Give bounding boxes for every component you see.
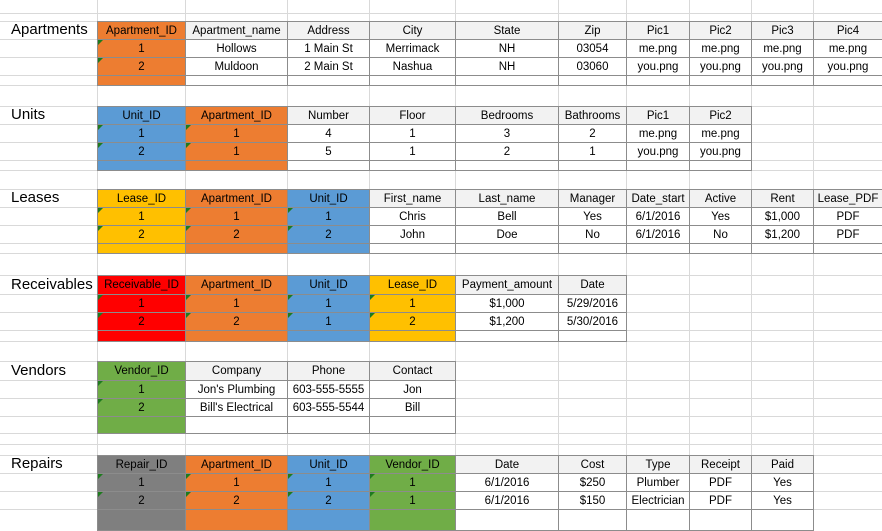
apartments-header-apartment-id[interactable]: Apartment_ID — [97, 21, 186, 40]
leases-cell[interactable]: 1 — [97, 207, 186, 226]
leases-cell[interactable]: Chris — [369, 207, 456, 226]
leases-cell[interactable]: John — [369, 225, 456, 244]
repairs-cell[interactable]: $150 — [558, 491, 627, 510]
leases-cell[interactable]: No — [558, 225, 627, 244]
receivables-header-unit-id[interactable]: Unit_ID — [287, 275, 370, 295]
units-cell[interactable]: you.png — [689, 142, 752, 161]
repairs-cell[interactable]: 1 — [185, 473, 288, 492]
apartments-blank-cell[interactable] — [97, 75, 186, 86]
units-blank-cell[interactable] — [287, 160, 370, 171]
apartments-cell[interactable]: you.png — [626, 57, 690, 76]
units-header-bathrooms[interactable]: Bathrooms — [558, 106, 627, 125]
receivables-cell[interactable]: $1,000 — [455, 294, 559, 313]
units-cell[interactable]: 1 — [97, 124, 186, 143]
leases-header-active[interactable]: Active — [689, 189, 752, 208]
receivables-header-payment-amount[interactable]: Payment_amount — [455, 275, 559, 295]
leases-cell[interactable]: $1,200 — [751, 225, 814, 244]
apartments-header-address[interactable]: Address — [287, 21, 370, 40]
repairs-cell[interactable]: Plumber — [626, 473, 690, 492]
units-blank-cell[interactable] — [455, 160, 559, 171]
units-blank-cell[interactable] — [626, 160, 690, 171]
vendors-header-vendor-id[interactable]: Vendor_ID — [97, 361, 186, 381]
apartments-blank-cell[interactable] — [185, 75, 288, 86]
leases-cell[interactable]: 6/1/2016 — [626, 225, 690, 244]
units-cell[interactable]: 1 — [185, 142, 288, 161]
repairs-header-date[interactable]: Date — [455, 455, 559, 474]
leases-cell[interactable]: 1 — [185, 207, 288, 226]
repairs-cell[interactable]: $250 — [558, 473, 627, 492]
vendors-cell[interactable]: 2 — [97, 398, 186, 417]
leases-cell[interactable]: 2 — [185, 225, 288, 244]
units-header-floor[interactable]: Floor — [369, 106, 456, 125]
apartments-cell[interactable]: Hollows — [185, 39, 288, 58]
repairs-cell[interactable]: 1 — [369, 491, 456, 510]
apartments-header-state[interactable]: State — [455, 21, 559, 40]
units-cell[interactable]: me.png — [689, 124, 752, 143]
leases-blank-cell[interactable] — [185, 243, 288, 254]
repairs-blank-cell[interactable] — [287, 509, 370, 531]
leases-blank-cell[interactable] — [97, 243, 186, 254]
leases-header-apartment-id[interactable]: Apartment_ID — [185, 189, 288, 208]
receivables-blank-cell[interactable] — [97, 330, 186, 342]
apartments-cell[interactable]: 03054 — [558, 39, 627, 58]
apartments-blank-cell[interactable] — [626, 75, 690, 86]
leases-cell[interactable]: 6/1/2016 — [626, 207, 690, 226]
apartments-header-apartment-name[interactable]: Apartment_name — [185, 21, 288, 40]
units-cell[interactable]: 2 — [558, 124, 627, 143]
receivables-cell[interactable]: 1 — [287, 294, 370, 313]
repairs-header-cost[interactable]: Cost — [558, 455, 627, 474]
leases-cell[interactable]: Doe — [455, 225, 559, 244]
repairs-header-repair-id[interactable]: Repair_ID — [97, 455, 186, 474]
repairs-blank-cell[interactable] — [455, 509, 559, 531]
section-title-repairs: Repairs — [11, 455, 63, 472]
apartments-cell[interactable]: me.png — [626, 39, 690, 58]
units-blank-cell[interactable] — [558, 160, 627, 171]
units-header-pic2[interactable]: Pic2 — [689, 106, 752, 125]
units-cell[interactable]: 1 — [369, 142, 456, 161]
apartments-header-zip[interactable]: Zip — [558, 21, 627, 40]
receivables-cell[interactable]: 5/29/2016 — [558, 294, 627, 313]
leases-blank-cell[interactable] — [369, 243, 456, 254]
apartments-cell[interactable]: me.png — [751, 39, 814, 58]
units-blank-cell[interactable] — [369, 160, 456, 171]
units-header-number[interactable]: Number — [287, 106, 370, 125]
repairs-header-vendor-id[interactable]: Vendor_ID — [369, 455, 456, 474]
units-blank-cell[interactable] — [689, 160, 752, 171]
repairs-blank-cell[interactable] — [185, 509, 288, 531]
receivables-cell[interactable]: 2 — [369, 312, 456, 331]
repairs-cell[interactable]: PDF — [689, 491, 752, 510]
leases-blank-cell[interactable] — [558, 243, 627, 254]
leases-blank-cell[interactable] — [751, 243, 814, 254]
leases-cell[interactable]: No — [689, 225, 752, 244]
apartments-blank-cell[interactable] — [369, 75, 456, 86]
apartments-cell[interactable]: you.png — [751, 57, 814, 76]
repairs-header-unit-id[interactable]: Unit_ID — [287, 455, 370, 474]
leases-cell[interactable]: 2 — [287, 225, 370, 244]
apartments-cell[interactable]: 1 Main St — [287, 39, 370, 58]
units-cell[interactable]: 1 — [185, 124, 288, 143]
repairs-cell[interactable]: PDF — [689, 473, 752, 492]
repairs-cell[interactable]: 6/1/2016 — [455, 473, 559, 492]
leases-blank-cell[interactable] — [689, 243, 752, 254]
units-cell[interactable]: 5 — [287, 142, 370, 161]
repairs-blank-cell[interactable] — [558, 509, 627, 531]
apartments-blank-cell[interactable] — [689, 75, 752, 86]
receivables-cell[interactable]: 1 — [287, 312, 370, 331]
receivables-header-apartment-id[interactable]: Apartment_ID — [185, 275, 288, 295]
repairs-blank-cell[interactable] — [689, 509, 752, 531]
receivables-header-lease-id[interactable]: Lease_ID — [369, 275, 456, 295]
apartments-header-pic4[interactable]: Pic4 — [813, 21, 882, 40]
vendors-cell[interactable]: 1 — [97, 380, 186, 399]
apartments-header-pic3[interactable]: Pic3 — [751, 21, 814, 40]
units-header-apartment-id[interactable]: Apartment_ID — [185, 106, 288, 125]
apartments-header-pic1[interactable]: Pic1 — [626, 21, 690, 40]
leases-header-lease-id[interactable]: Lease_ID — [97, 189, 186, 208]
vendors-cell[interactable]: Bill — [369, 398, 456, 417]
vendors-cell[interactable]: 603-555-5544 — [287, 398, 370, 417]
apartments-cell[interactable]: 1 — [97, 39, 186, 58]
leases-header-manager[interactable]: Manager — [558, 189, 627, 208]
leases-header-last-name[interactable]: Last_name — [455, 189, 559, 208]
leases-header-first-name[interactable]: First_name — [369, 189, 456, 208]
receivables-blank-cell[interactable] — [287, 330, 370, 342]
repairs-header-apartment-id[interactable]: Apartment_ID — [185, 455, 288, 474]
repairs-cell[interactable]: Yes — [751, 491, 814, 510]
receivables-header-receivable-id[interactable]: Receivable_ID — [97, 275, 186, 295]
apartments-blank-cell[interactable] — [813, 75, 882, 86]
receivables-blank-cell[interactable] — [558, 330, 627, 342]
units-cell[interactable]: me.png — [626, 124, 690, 143]
vendors-header-phone[interactable]: Phone — [287, 361, 370, 381]
vendors-blank-cell[interactable] — [97, 416, 186, 434]
repairs-header-type[interactable]: Type — [626, 455, 690, 474]
receivables-cell[interactable]: 2 — [185, 312, 288, 331]
apartments-cell[interactable]: NH — [455, 57, 559, 76]
vendors-blank-cell[interactable] — [369, 416, 456, 434]
apartments-cell[interactable]: me.png — [689, 39, 752, 58]
leases-blank-cell[interactable] — [626, 243, 690, 254]
receivables-blank-cell[interactable] — [185, 330, 288, 342]
repairs-cell[interactable]: 1 — [97, 473, 186, 492]
repairs-cell[interactable]: Electrician — [626, 491, 690, 510]
units-cell[interactable]: 1 — [558, 142, 627, 161]
apartments-cell[interactable]: NH — [455, 39, 559, 58]
apartments-cell[interactable]: Muldoon — [185, 57, 288, 76]
units-header-bedrooms[interactable]: Bedrooms — [455, 106, 559, 125]
repairs-cell[interactable]: 2 — [185, 491, 288, 510]
units-cell[interactable]: 2 — [97, 142, 186, 161]
apartments-cell[interactable]: Merrimack — [369, 39, 456, 58]
repairs-blank-cell[interactable] — [97, 509, 186, 531]
vendors-header-company[interactable]: Company — [185, 361, 288, 381]
units-blank-cell[interactable] — [185, 160, 288, 171]
repairs-blank-cell[interactable] — [751, 509, 814, 531]
apartments-blank-cell[interactable] — [751, 75, 814, 86]
apartments-header-city[interactable]: City — [369, 21, 456, 40]
units-header-pic1[interactable]: Pic1 — [626, 106, 690, 125]
repairs-header-receipt[interactable]: Receipt — [689, 455, 752, 474]
receivables-header-date[interactable]: Date — [558, 275, 627, 295]
section-title-apartments: Apartments — [11, 21, 88, 38]
leases-cell[interactable]: Yes — [689, 207, 752, 226]
receivables-cell[interactable]: 5/30/2016 — [558, 312, 627, 331]
vendors-cell[interactable]: Bill's Electrical — [185, 398, 288, 417]
vendors-header-contact[interactable]: Contact — [369, 361, 456, 381]
vendors-cell[interactable]: 603-555-5555 — [287, 380, 370, 399]
leases-cell[interactable]: Yes — [558, 207, 627, 226]
section-title-units: Units — [11, 106, 46, 123]
vendors-blank-cell[interactable] — [185, 416, 288, 434]
section-title-receivables: Receivables — [11, 275, 93, 293]
repairs-cell[interactable]: 6/1/2016 — [455, 491, 559, 510]
repairs-blank-cell[interactable] — [369, 509, 456, 531]
apartments-cell[interactable]: 2 Main St — [287, 57, 370, 76]
leases-blank-cell[interactable] — [455, 243, 559, 254]
repairs-cell[interactable]: 2 — [287, 491, 370, 510]
section-title-leases: Leases — [11, 189, 60, 206]
units-header-unit-id[interactable]: Unit_ID — [97, 106, 186, 125]
apartments-cell[interactable]: you.png — [689, 57, 752, 76]
units-cell[interactable]: 3 — [455, 124, 559, 143]
repairs-blank-cell[interactable] — [626, 509, 690, 531]
leases-cell[interactable]: PDF — [813, 207, 882, 226]
leases-header-unit-id[interactable]: Unit_ID — [287, 189, 370, 208]
vendors-cell[interactable]: Jon — [369, 380, 456, 399]
apartments-blank-cell[interactable] — [558, 75, 627, 86]
units-cell[interactable]: 1 — [369, 124, 456, 143]
receivables-cell[interactable]: 1 — [185, 294, 288, 313]
units-cell[interactable]: you.png — [626, 142, 690, 161]
apartments-cell[interactable]: 03060 — [558, 57, 627, 76]
receivables-blank-cell[interactable] — [455, 330, 559, 342]
leases-blank-cell[interactable] — [813, 243, 882, 254]
apartments-header-pic2[interactable]: Pic2 — [689, 21, 752, 40]
receivables-cell[interactable]: $1,200 — [455, 312, 559, 331]
vendors-blank-cell[interactable] — [287, 416, 370, 434]
units-cell[interactable]: 2 — [455, 142, 559, 161]
repairs-cell[interactable]: 1 — [369, 473, 456, 492]
apartments-cell[interactable]: Nashua — [369, 57, 456, 76]
leases-blank-cell[interactable] — [287, 243, 370, 254]
leases-header-date-start[interactable]: Date_start — [626, 189, 690, 208]
units-blank-cell[interactable] — [97, 160, 186, 171]
apartments-cell[interactable]: 2 — [97, 57, 186, 76]
leases-cell[interactable]: PDF — [813, 225, 882, 244]
receivables-cell[interactable]: 1 — [369, 294, 456, 313]
apartments-blank-cell[interactable] — [455, 75, 559, 86]
receivables-blank-cell[interactable] — [369, 330, 456, 342]
leases-cell[interactable]: $1,000 — [751, 207, 814, 226]
leases-cell[interactable]: Bell — [455, 207, 559, 226]
repairs-cell[interactable]: 1 — [287, 473, 370, 492]
vendors-cell[interactable]: Jon's Plumbing — [185, 380, 288, 399]
leases-header-lease-pdf[interactable]: Lease_PDF — [813, 189, 882, 208]
leases-header-rent[interactable]: Rent — [751, 189, 814, 208]
repairs-cell[interactable]: Yes — [751, 473, 814, 492]
receivables-cell[interactable]: 2 — [97, 312, 186, 331]
section-title-vendors: Vendors — [11, 361, 67, 379]
receivables-cell[interactable]: 1 — [97, 294, 186, 313]
repairs-header-paid[interactable]: Paid — [751, 455, 814, 474]
apartments-cell[interactable]: me.png — [813, 39, 882, 58]
leases-cell[interactable]: 1 — [287, 207, 370, 226]
apartments-blank-cell[interactable] — [287, 75, 370, 86]
repairs-cell[interactable]: 2 — [97, 491, 186, 510]
leases-cell[interactable]: 2 — [97, 225, 186, 244]
units-cell[interactable]: 4 — [287, 124, 370, 143]
apartments-cell[interactable]: you.png — [813, 57, 882, 76]
